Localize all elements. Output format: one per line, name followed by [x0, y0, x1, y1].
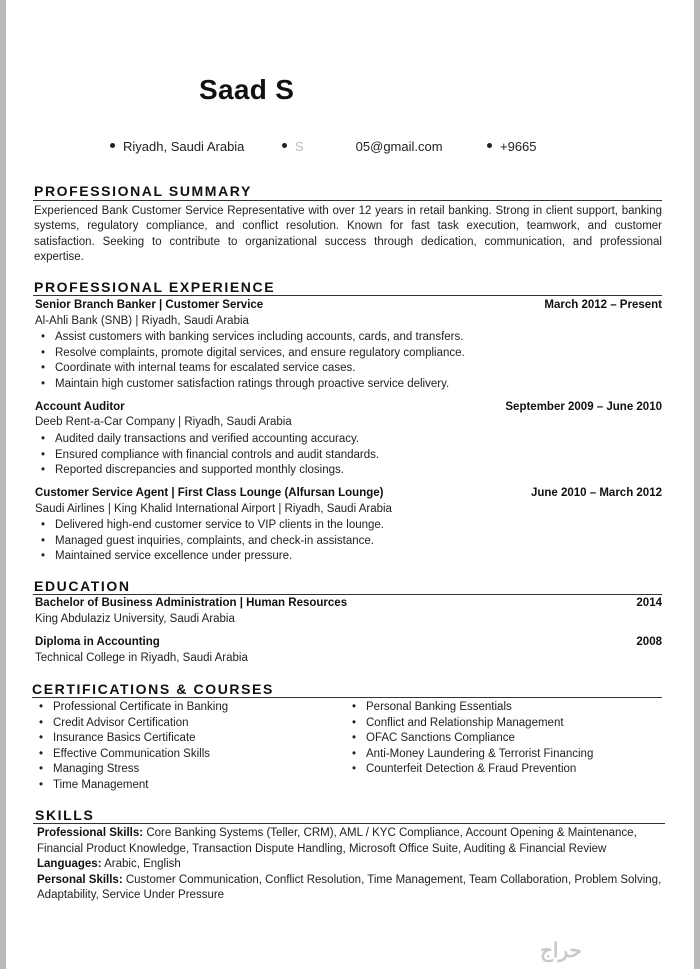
candidate-name: Saad S	[199, 74, 295, 105]
phone-text: +9665	[500, 139, 537, 154]
list-item: • Ensured compliance with financial controls and audit standards.	[35, 448, 379, 464]
list-item: • Delivered high-end customer service to VIP clients in the lounge.	[35, 518, 384, 534]
education-heading: EDUCATION	[34, 578, 131, 594]
list-item: • Resolve complaints, promote digital services, and ensure regulatory compliance.	[35, 346, 465, 362]
school-name: Technical College in Riyadh, Saudi Arabia	[35, 652, 248, 664]
email-suffix: 05@gmail.com	[355, 139, 443, 154]
skills-block	[37, 826, 667, 904]
list-item: • Assist customers with banking services including accounts, cards, and transfers.	[35, 330, 465, 346]
professional-skills	[37, 826, 667, 857]
school-name: King Abdulaziz University, Saudi Arabia	[35, 613, 235, 625]
skills-label: Personal Skills:	[37, 873, 123, 886]
list-item: • Audited daily transactions and verified accounting accuracy.	[35, 432, 379, 448]
list-item: • Insurance Basics Certificate	[33, 731, 228, 747]
list-item: • Credit Advisor Certification	[33, 716, 228, 732]
bullet-icon	[110, 143, 115, 148]
certifications-list-right	[346, 700, 593, 778]
skills-text: Customer Communication, Conflict Resolution, Time Management, Team Collaboration, Problem Solving, Adaptability, Service Under Pressure	[37, 873, 662, 902]
watermark: حراج	[540, 940, 582, 962]
page-border-left	[0, 0, 6, 969]
certifications-divider	[32, 697, 662, 698]
summary-text: Experienced Bank Customer Service Representative with over 12 years in retail banking. Strong in client support, banking systems, regulatory compliance, and conflict resolution. Known for fast task execution, teamwork, and customer satisfaction. Seeking to contribute to organizational success through dedication, communication, and professional expertise.	[34, 205, 662, 264]
list-item: • Reported discrepancies and supported monthly closings.	[35, 463, 379, 479]
contact-phone	[487, 139, 537, 154]
degree-title: Diploma in Accounting	[35, 636, 160, 648]
location-text: Riyadh, Saudi Arabia	[123, 139, 245, 154]
skills-text: Core Banking Systems (Teller, CRM), AML / KYC Compliance, Account Opening & Maintenance, Financial Product Knowledge, Transaction Dispute Handling, Microsoft Office Suite, Auditing & Financial Review	[37, 827, 637, 855]
list-item: • Maintained service excellence under pressure.	[35, 549, 384, 565]
degree-year: 2008	[636, 636, 662, 648]
list-item: • Managing Stress	[33, 762, 228, 778]
contact-email	[282, 139, 443, 154]
list-item: • Maintain high customer satisfaction ratings through proactive service delivery.	[35, 377, 465, 393]
skills-divider	[33, 823, 665, 824]
languages	[37, 857, 667, 873]
list-item: • Conflict and Relationship Management	[346, 716, 593, 732]
personal-skills	[37, 873, 667, 904]
list-item: • Managed guest inquiries, complaints, and check-in assistance.	[35, 534, 384, 550]
summary-divider	[33, 200, 662, 201]
certifications-heading: CERTIFICATIONS & COURSES	[32, 681, 274, 697]
skills-label: Languages:	[37, 858, 102, 871]
skills-label: Professional Skills:	[37, 827, 144, 839]
list-item: • Effective Communication Skills	[33, 747, 228, 763]
summary-heading: PROFESSIONAL SUMMARY	[34, 183, 252, 199]
job-title: Customer Service Agent | First Class Lounge (Alfursan Lounge)	[35, 487, 384, 499]
education-divider	[33, 594, 662, 595]
job-title: Senior Branch Banker | Customer Service	[35, 299, 264, 311]
job-title: Account Auditor	[35, 401, 125, 413]
degree-title: Bachelor of Business Administration | Human Resources	[35, 597, 348, 609]
degree-year: 2014	[636, 597, 662, 609]
experience-heading: PROFESSIONAL EXPERIENCE	[34, 279, 276, 295]
list-item: • Personal Banking Essentials	[346, 700, 593, 716]
job-date: March 2012 – Present	[544, 299, 662, 311]
job-duties-list	[35, 518, 384, 565]
list-item: • Coordinate with internal teams for escalated service cases.	[35, 361, 465, 377]
bullet-icon	[282, 143, 287, 148]
job-organization: Al-Ahli Bank (SNB) | Riyadh, Saudi Arabia	[35, 315, 249, 327]
email-prefix: S	[295, 139, 304, 154]
list-item: • Anti-Money Laundering & Terrorist Financing	[346, 747, 593, 763]
list-item: • Professional Certificate in Banking	[33, 700, 228, 716]
job-date: June 2010 – March 2012	[530, 487, 662, 499]
list-item: • OFAC Sanctions Compliance	[346, 731, 593, 747]
list-item: • Counterfeit Detection & Fraud Prevention	[346, 762, 593, 778]
experience-divider	[33, 295, 662, 296]
job-date: September 2009 – June 2010	[505, 401, 662, 413]
job-duties-list	[35, 432, 379, 479]
certifications-list-left	[33, 700, 228, 794]
list-item: • Time Management	[33, 778, 228, 794]
contact-location	[110, 139, 244, 154]
job-organization: Deeb Rent-a-Car Company | Riyadh, Saudi Arabia	[35, 416, 292, 428]
skills-heading: SKILLS	[35, 807, 95, 823]
page-border-right	[694, 0, 700, 969]
bullet-icon	[487, 143, 492, 148]
job-duties-list	[35, 330, 465, 392]
skills-text: Arabic, English	[104, 858, 181, 871]
job-organization: Saudi Airlines | King Khalid International Airport | Riyadh, Saudi Arabia	[35, 503, 392, 515]
